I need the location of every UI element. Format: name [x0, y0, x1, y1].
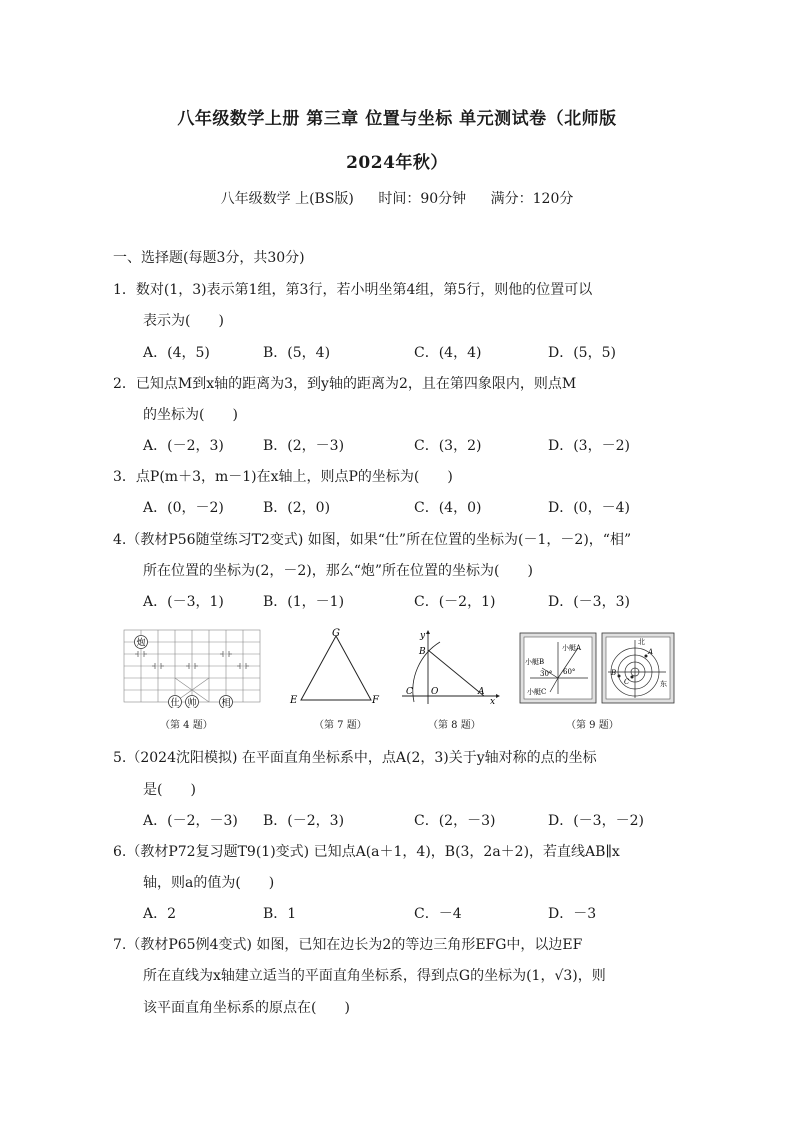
question-1-line-1: 1．数对(1，3)表示第1组，第3行，若小明坐第4组，第5行，则他的位置可以 [113, 282, 593, 298]
question-3-option-a: A．(0，－2) [143, 500, 224, 516]
exam-score: 满分：120分 [490, 191, 574, 207]
question-3-option-c: C．(4，0) [414, 500, 482, 516]
vertex-e-label: E [290, 695, 298, 706]
question-4-option-b: B．(1，－1) [263, 594, 345, 610]
question-2-line-2: 的坐标为( ) [143, 407, 238, 423]
question-2-option-d: D．(3，－2) [548, 438, 630, 454]
question-1-option-c: C．(4，4) [414, 345, 482, 361]
question-4-option-c: C．(－2，1) [414, 594, 496, 610]
angle-60-label: 60° [563, 668, 576, 676]
exam-grade: 八年级数学 上(BS版) [220, 191, 354, 207]
figure-9-boats [518, 628, 678, 708]
figure-7-caption: （第 7 题） [314, 720, 367, 731]
piece-shuai-label: 帅 [187, 698, 197, 708]
point-a-label: A [478, 687, 485, 697]
section-heading: 一、选择题(每题3分，共30分) [113, 250, 305, 266]
figure-9-caption: （第 9 题） [566, 720, 619, 731]
question-3-option-d: D．(0，－4) [548, 500, 630, 516]
question-5-line-1: 5.（2024沈阳模拟) 在平面直角坐标系中，点A(2，3)关于y轴对称的点的坐标 [113, 750, 597, 766]
point-b-mark: B [611, 669, 617, 677]
figure-4-chessboard [120, 628, 265, 708]
figure-7-triangle [286, 628, 381, 708]
piece-pao-label: 炮 [136, 638, 146, 649]
axis-x-label: x [490, 697, 496, 707]
question-4-line-2: 所在位置的坐标为(2，－2)，那么“炮”所在位置的坐标为( ) [143, 563, 533, 579]
question-5-option-a: A．(－2，－3) [143, 813, 238, 829]
piece-shi [169, 696, 182, 709]
vertex-f-label: F [372, 695, 379, 706]
question-1-option-a: A．(4，5) [143, 345, 210, 361]
question-1-option-d: D．(5，5) [548, 345, 616, 361]
figure-8-caption: （第 8 题） [428, 720, 481, 731]
question-5-line-2: 是( ) [143, 782, 196, 798]
north-label: 北 [638, 638, 645, 646]
question-2-option-c: C．(3，2) [414, 438, 482, 454]
question-5-option-b: B．(－2，3) [263, 813, 345, 829]
question-1-option-b: B．(5，4) [263, 345, 331, 361]
question-7-line-1: 7.（教材P65例4变式) 如图，已知在边长为2的等边三角形EFG中，以边EF [113, 937, 583, 953]
piece-shi-label: 仕 [170, 698, 180, 708]
question-7-line-3: 该平面直角坐标系的原点在( ) [143, 1000, 350, 1016]
question-7-line-2: 所在直线为x轴建立适当的平面直角坐标系，得到点G的坐标为(1，√3)，则 [143, 968, 606, 984]
question-4-option-a: A．(－3，1) [143, 594, 224, 610]
point-c-label: C [406, 687, 413, 697]
question-4-line-1: 4.（教材P56随堂练习T2变式) 如图，如果“仕”所在位置的坐标为(－1，－2)，“相” [113, 532, 632, 548]
axis-y-label: y [420, 631, 426, 641]
question-6-option-d: D．－3 [548, 906, 597, 922]
piece-xiang [220, 696, 233, 709]
question-1-line-2: 表示为( ) [143, 313, 224, 329]
question-6-option-a: A．2 [143, 906, 177, 922]
question-6-option-b: B．1 [263, 906, 297, 922]
exam-meta [0, 188, 794, 208]
page-title: 八年级数学上册 第三章 位置与坐标 单元测试卷（北师版 [177, 109, 617, 129]
piece-xiang-label: 相 [221, 698, 231, 708]
vertex-g-label: G [332, 628, 340, 639]
east-label: 东 [660, 680, 667, 688]
question-4-option-d: D．(－3，3) [548, 594, 630, 610]
piece-shuai [186, 696, 199, 709]
page-title-continued: 2024年秋） [346, 153, 448, 173]
point-b-label: B [419, 647, 426, 657]
question-2-line-1: 2．已知点M到x轴的距离为3，到y轴的距离为2，且在第四象限内，则点M [113, 376, 577, 392]
point-c-mark: C [624, 678, 630, 686]
boat-a-label: 小艇A [562, 644, 582, 652]
question-2-option-a: A．(－2，3) [143, 438, 224, 454]
figure-8-coordinate [400, 628, 502, 708]
question-3-option-b: B．(2，0) [263, 500, 331, 516]
question-5-option-c: C．(2，－3) [414, 813, 496, 829]
exam-time: 时间：90分钟 [378, 191, 467, 207]
question-6-line-2: 轴，则a的值为( ) [143, 875, 275, 891]
figure-4-caption: （第 4 题） [160, 720, 213, 731]
origin-label: O [431, 687, 439, 697]
boat-c-label: 小艇C [527, 688, 547, 696]
question-3-line-1: 3．点P(m＋3，m－1)在x轴上，则点P的坐标为( ) [113, 469, 453, 485]
question-6-option-c: C．－4 [414, 906, 462, 922]
point-a-mark: A [648, 648, 654, 656]
question-5-option-d: D．(－3，－2) [548, 813, 644, 829]
piece-pao [135, 636, 148, 649]
boat-b-label: 小艇B [525, 658, 545, 666]
question-2-option-b: B．(2，－3) [263, 438, 345, 454]
question-6-line-1: 6.（教材P72复习题T9(1)变式) 已知点A(a＋1，4)，B(3，2a＋2)，若直线AB∥x [113, 844, 620, 860]
angle-30-label: 30° [540, 670, 553, 678]
